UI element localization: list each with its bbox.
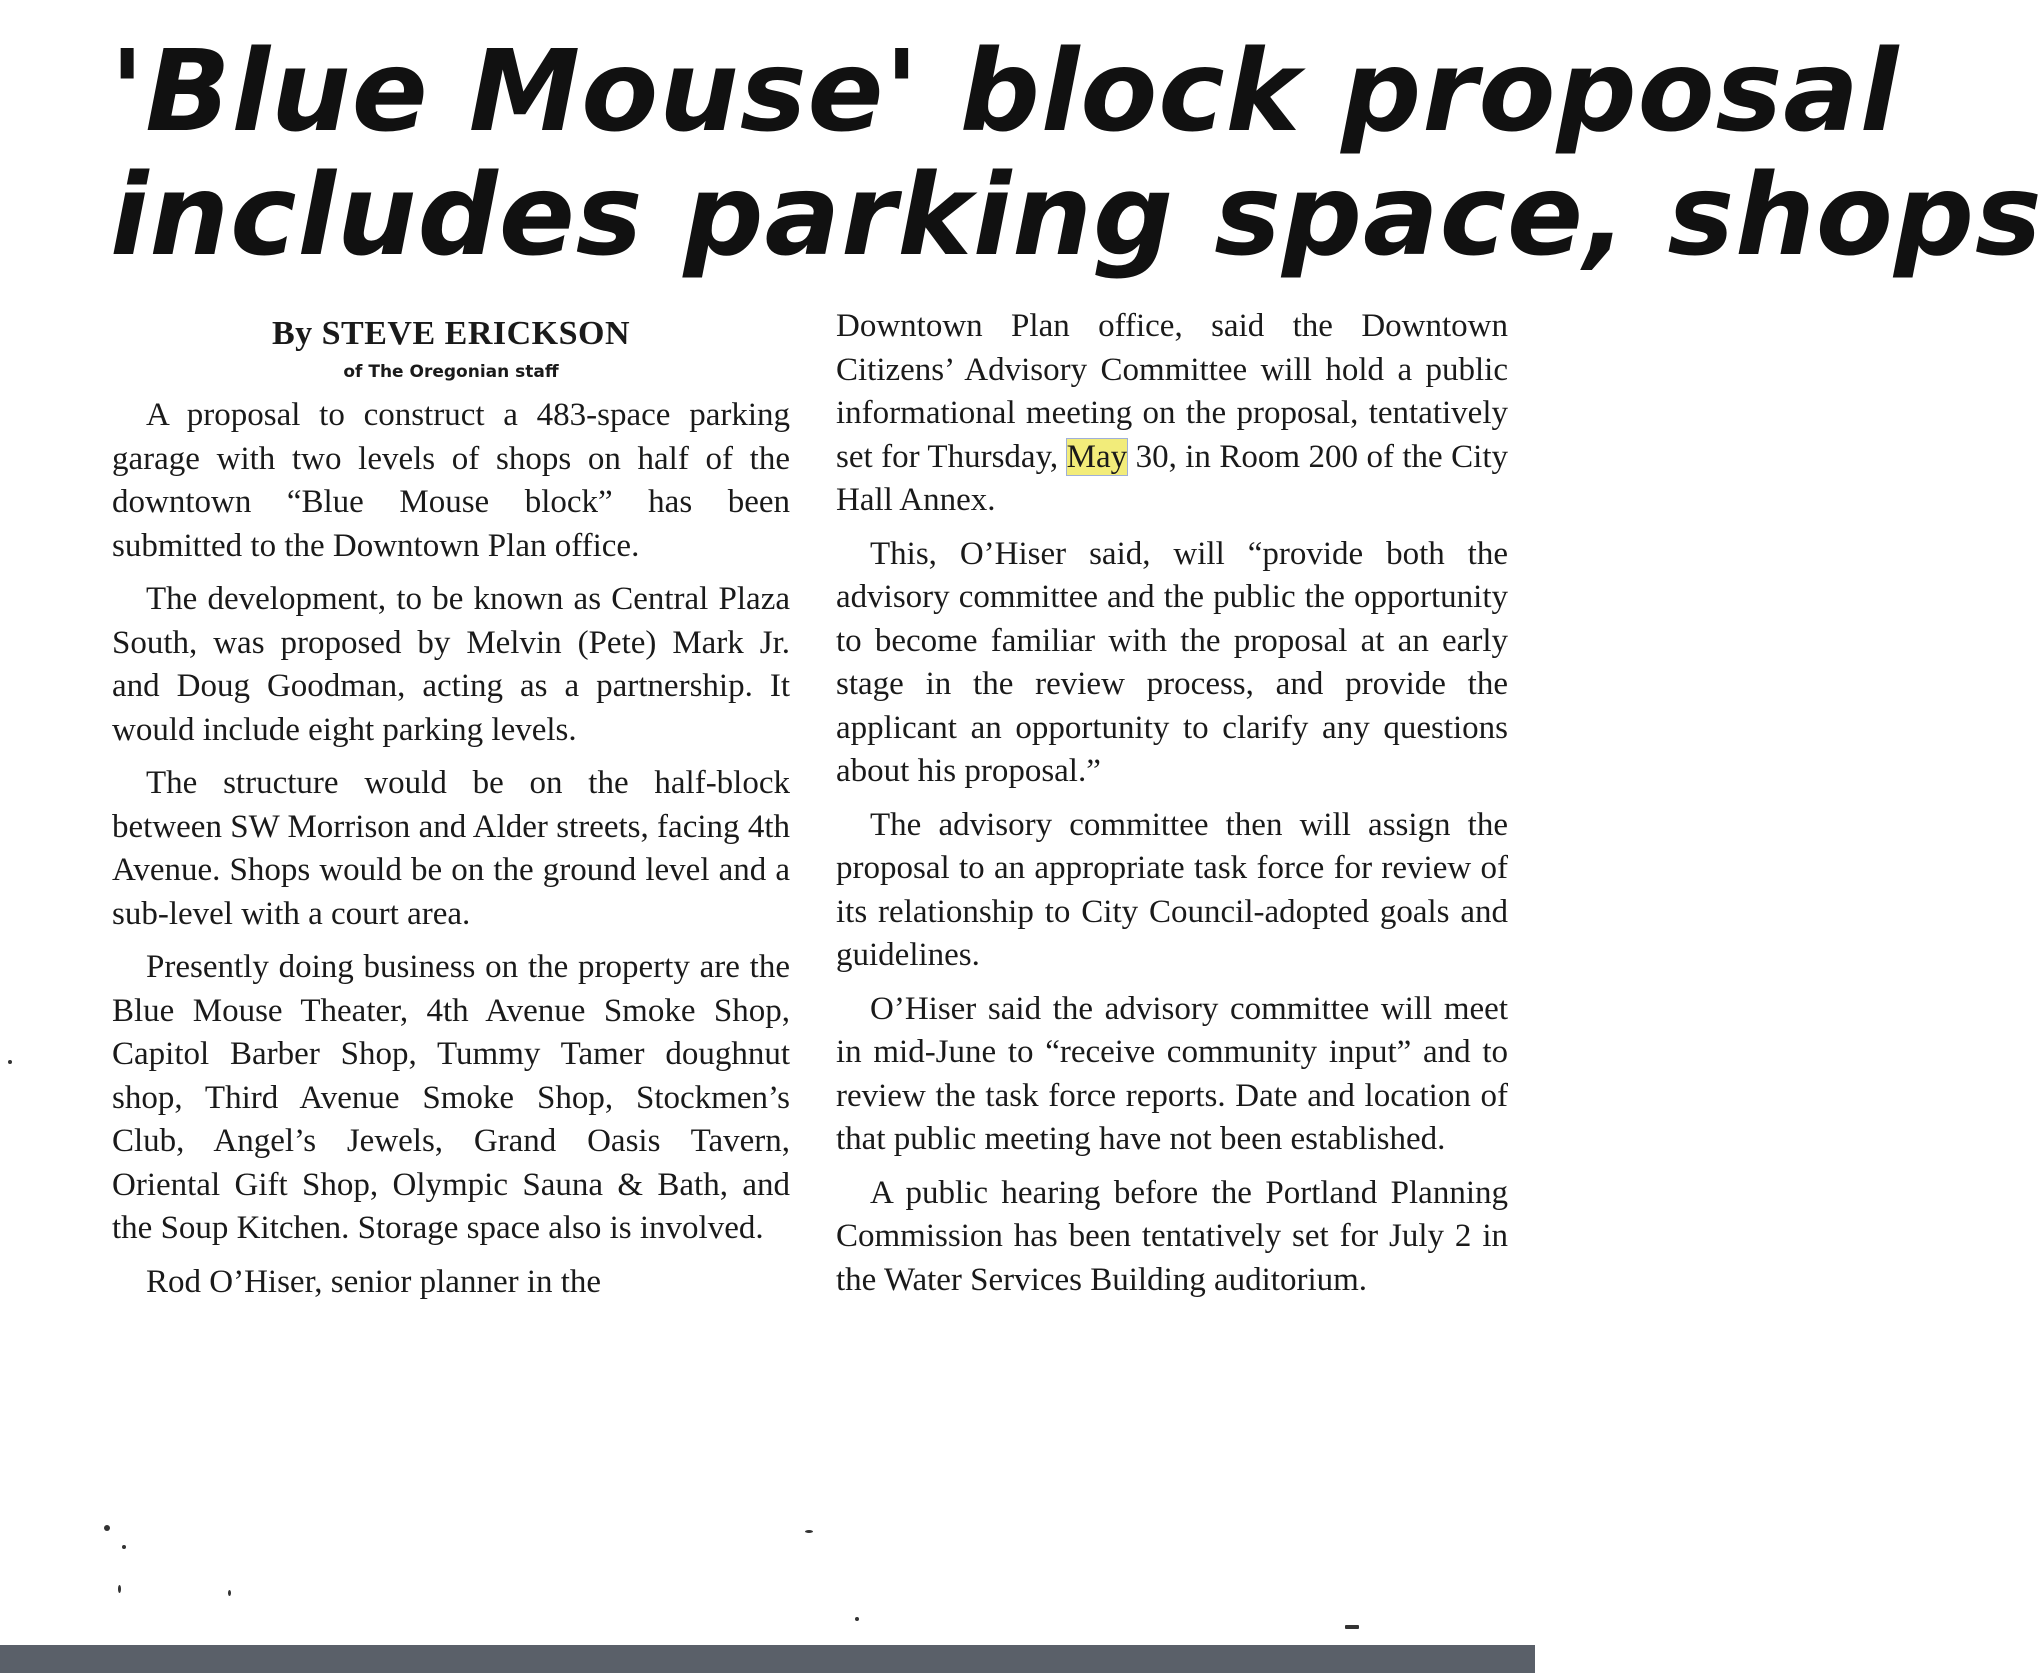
article-paragraph: Rod O’Hiser, senior planner in the	[146, 1263, 602, 1300]
print-speck	[855, 1617, 859, 1621]
print-speck	[1345, 1625, 1359, 1629]
print-speck	[104, 1525, 110, 1531]
print-speck	[805, 1530, 813, 1533]
article-paragraph: O’Hiser said the advisory committee will meet in mid-June to “receive community input” and to review the task force reports. Date and location of that public meeting have not been established.	[836, 990, 1508, 1157]
article-paragraph: A proposal to construct a 483-space parking garage with two levels of shops on half of the downtown “Blue Mouse block” has been submitted to the Downtown Plan office.	[112, 397, 790, 564]
headline-line-2: includes parking space, shops	[110, 151, 2043, 281]
search-highlight: May	[1066, 438, 1128, 475]
article-paragraph: This, O’Hiser said, will “provide both the advisory committee and the public the opportunity to become familiar with the proposal at an early stage in the review process, and provide the applicant an opportunity to clarify any questions about his proposal.”	[836, 535, 1508, 789]
article-paragraph: The development, to be known as Central Plaza South, was proposed by Melvin (Pete) Mark Jr. and Doug Goodman, acting as a partnership. It would include eight parking levels.	[112, 581, 790, 748]
print-speck	[228, 1590, 231, 1596]
right-column	[836, 305, 1508, 1312]
article-paragraph: Presently doing business on the property are the Blue Mouse Theater, 4th Avenue Smoke Shop, Capitol Barber Shop, Tummy Tamer doughnut shop, Third Avenue Smoke Shop, Stockmen’s Club, Angel’s Jewels, Grand Oasis Tavern, Oriental Gift Shop, Olympic Sauna & Bath, and the Soup Kitchen. Storage space also is involved.	[112, 949, 790, 1246]
headline-line-1: 'Blue Mouse' block proposal	[110, 27, 1900, 157]
article-paragraph: The structure would be on the half-block between SW Morrison and Alder streets, facing 4th Avenue. Shops would be on the ground level and a sub-level with a court area.	[112, 765, 790, 932]
bottom-bar	[0, 1645, 1535, 1673]
print-speck	[8, 1060, 12, 1064]
article-paragraph-continued	[836, 305, 1508, 523]
article-paragraph: The advisory committee then will assign the proposal to an appropriate task force for review of its relationship to City Council-adopted goals and guidelines.	[836, 806, 1508, 973]
text-run: Downtown Plan office, said the Downtown Citizens’ Advisory Committee will hold a public informational meeting on the proposal, tentatively set for Thursday,	[836, 308, 1508, 475]
article-paragraph: A public hearing before the Portland Planning Commission has been tentatively set for July 2 in the Water Services Building auditorium.	[836, 1174, 1508, 1298]
text-run: 30, in Room 200 of the City Hall Annex.	[836, 438, 1508, 518]
byline-author: By STEVE ERICKSON	[271, 315, 631, 352]
left-column	[112, 312, 790, 1314]
byline-affiliation: of The Oregonian staff	[343, 362, 559, 382]
headline	[110, 27, 2043, 281]
print-speck	[122, 1545, 126, 1549]
print-speck	[118, 1585, 121, 1593]
